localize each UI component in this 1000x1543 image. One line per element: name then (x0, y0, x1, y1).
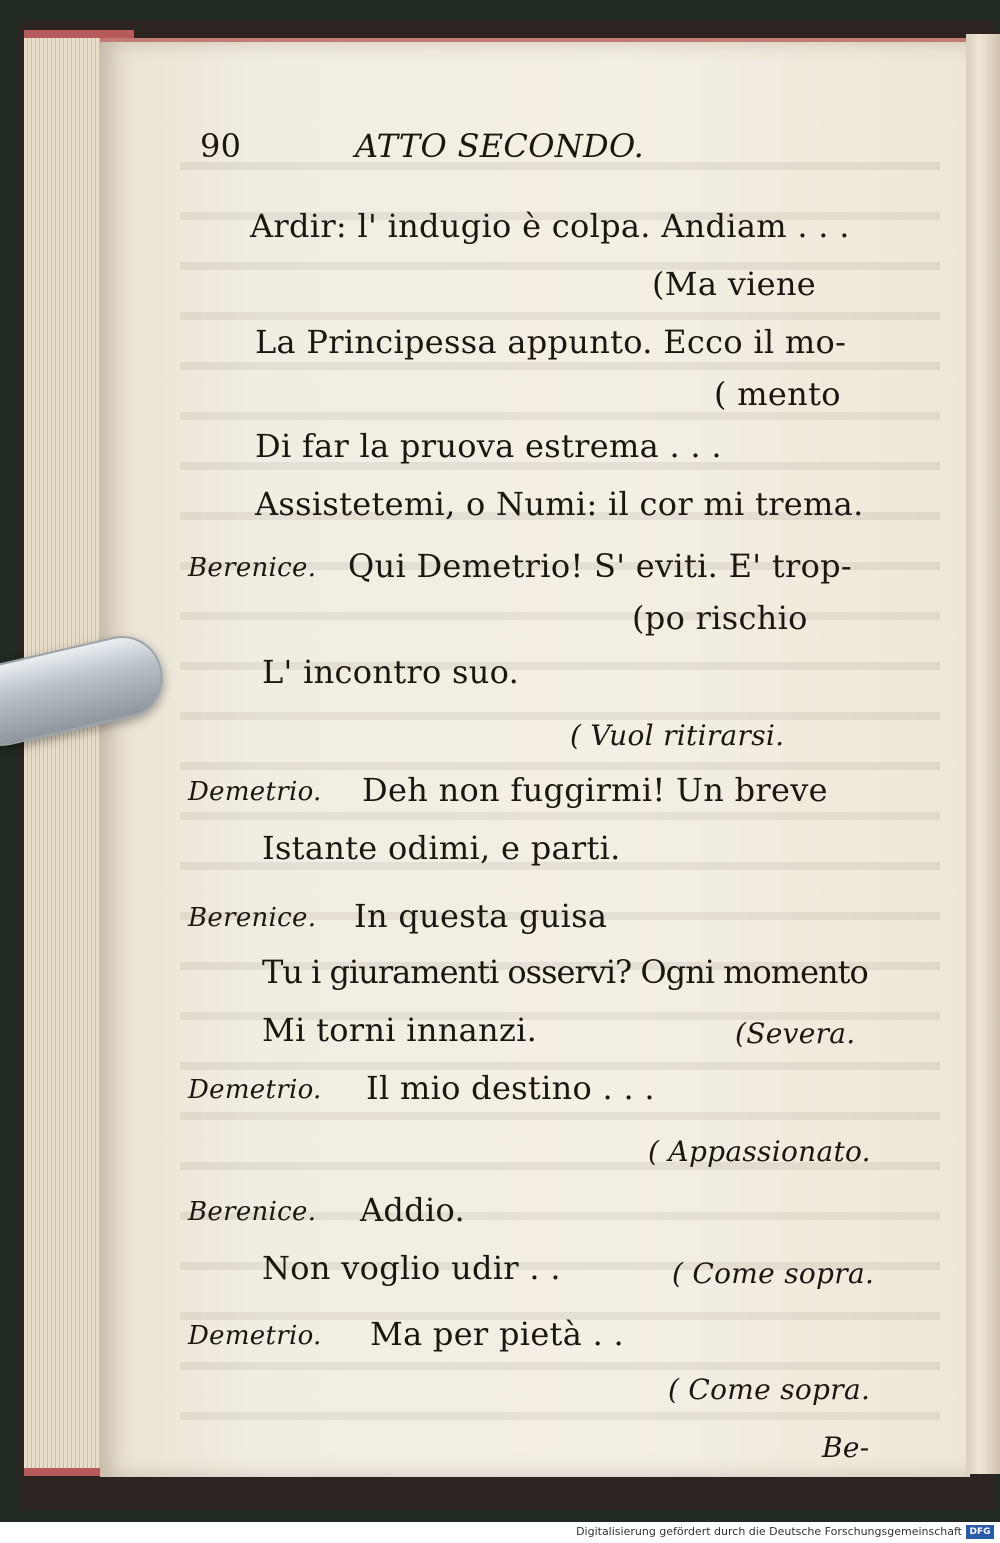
facing-page-edge (966, 34, 1000, 1474)
text-line: Mi torni innanzi. (262, 1011, 538, 1049)
footer-credit: Digitalisierung gefördert durch die Deutsche Forschungsgemeinschaft (576, 1525, 962, 1538)
text-line: L' incontro suo. (262, 653, 520, 691)
running-head: ATTO SECONDO. (355, 127, 645, 165)
speaker-label: Berenice. (188, 553, 317, 583)
footer-bar (0, 1522, 1000, 1543)
speaker-label: Demetrio. (188, 1321, 322, 1351)
dfg-logo: DFG (966, 1525, 994, 1539)
speaker-label: Berenice. (188, 1197, 317, 1227)
text-line: Assistetemi, o Numi: il cor mi trema. (255, 485, 864, 523)
text-line: Non voglio udir . . (262, 1249, 561, 1287)
text-line: (po rischio (632, 599, 808, 637)
catchword: Be- (822, 1431, 870, 1464)
text-line: ( mento (714, 375, 841, 413)
text-line: Ma per pietà . . (370, 1315, 624, 1353)
speaker-label: Demetrio. (188, 1075, 322, 1105)
text-line: La Principessa appunto. Ecco il mo- (255, 323, 847, 361)
stage-direction: ( Vuol ritirarsi. (570, 719, 785, 752)
text-line: Qui Demetrio! S' eviti. E' trop- (348, 547, 853, 585)
speaker-label: Berenice. (188, 903, 317, 933)
text-line: Tu i giuramenti osservi? Ogni momento (262, 953, 868, 991)
stage-direction: ( Appassionato. (648, 1135, 871, 1168)
page-number: 90 (200, 127, 242, 165)
speaker-label: Demetrio. (188, 777, 322, 807)
stage-direction: ( Come sopra. (668, 1373, 871, 1406)
text-line: Deh non fuggirmi! Un breve (362, 771, 828, 809)
text-line: Istante odimi, e parti. (262, 829, 621, 867)
text-line: Addio. (360, 1191, 465, 1229)
text-line: In questa guisa (354, 897, 608, 935)
text-line: Di far la pruova estrema . . . (255, 427, 722, 465)
text-line: Il mio destino . . . (366, 1069, 655, 1107)
stage-direction: (Severa. (735, 1017, 856, 1050)
stage-direction: ( Come sopra. (672, 1257, 875, 1290)
text-line: Ardir: l' indugio è colpa. Andiam . . . (250, 207, 850, 245)
text-line: (Ma viene (652, 265, 816, 303)
